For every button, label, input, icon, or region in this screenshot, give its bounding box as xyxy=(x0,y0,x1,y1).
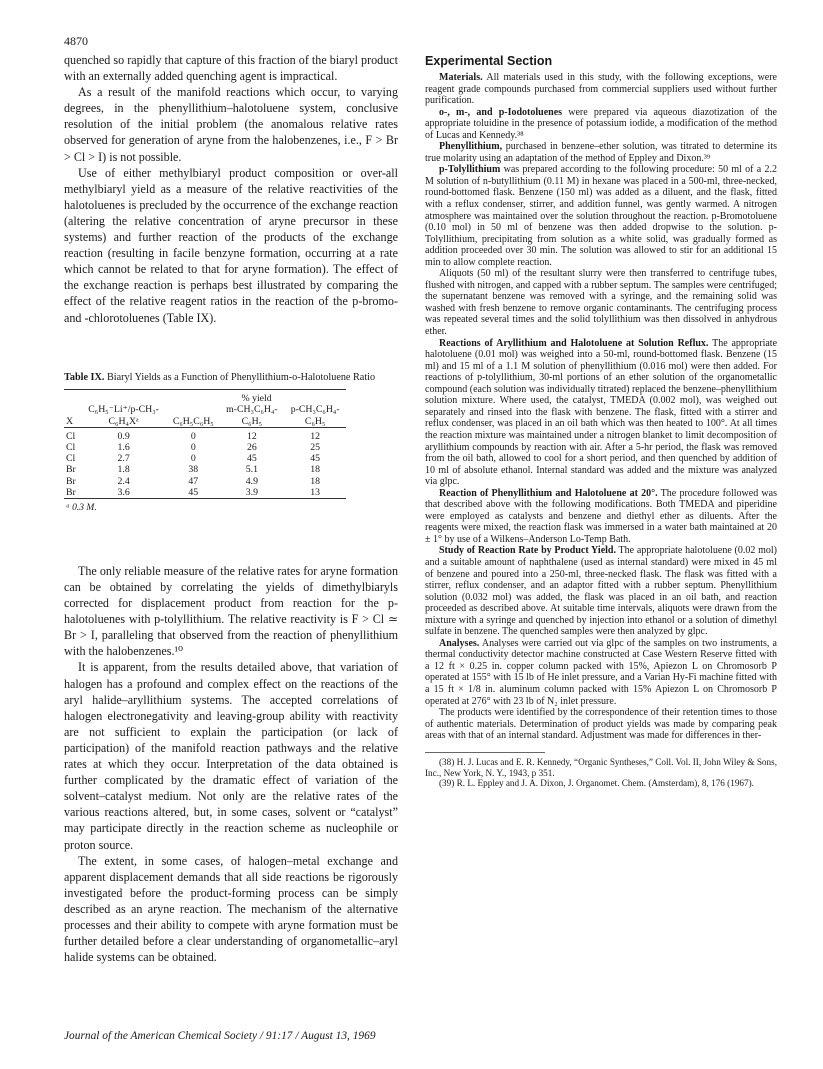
paragraph-text: were prepared via aqueous diazotization of the appropriate toluidine in the presence of potassium iodide, a modification of the method of Lucas and Kennedy.³⁸ xyxy=(425,106,777,141)
paragraph-lead: Study of Reaction Rate by Product Yield. xyxy=(439,545,616,557)
table-cell: Cl xyxy=(66,441,76,453)
paragraph xyxy=(425,545,777,637)
paragraph xyxy=(425,164,777,268)
col-header: C₆H₅ xyxy=(284,416,346,428)
table-cell: 12 xyxy=(310,430,321,442)
paragraph-lead: Reaction of Phenyllithium and Halotoluene at 20°. xyxy=(439,487,658,499)
table-cell: 3.9 xyxy=(219,487,284,499)
table-ix xyxy=(64,372,398,513)
journal-footer: Journal of the American Chemical Society / 91:17 / August 13, 1969 xyxy=(64,1030,376,1042)
table-cell: 18 xyxy=(310,464,321,476)
table-row xyxy=(64,487,346,499)
col-header: m-CH₃C₆H₄- xyxy=(226,404,278,416)
table-cell: 12 xyxy=(246,430,257,442)
table-cell: 25 xyxy=(310,441,321,453)
paragraph: The extent, in some cases, of halogen–metal exchange and apparent displacement demands that all side reactions be rigorously investigated before the product-forming process can be simply described as an aryne reaction. The mechanism of the alternative processes and their ability to compete with aryne formation must be further detailed before a clear understanding of organometallic–aryl halide systems can be obtained. xyxy=(64,853,398,965)
col-header: C₆H₅⁻Li⁺/p-CH₃- xyxy=(88,404,159,416)
col-header: X xyxy=(64,416,80,428)
col-header xyxy=(64,404,80,415)
reference: (38) H. J. Lucas and E. R. Kennedy, “Organic Syntheses,” Coll. Vol. II, John Wiley & Sons, Inc., New York, N. Y., 1943, p 351. xyxy=(425,756,777,778)
left-column xyxy=(64,52,398,965)
table-caption-text: Biaryl Yields as a Function of Phenyllithium-o-Halotoluene Ratio xyxy=(106,371,376,383)
paragraph-lead: p-Tolyllithium xyxy=(439,164,501,176)
paragraph xyxy=(425,72,777,107)
table-caption-label: Table IX. xyxy=(64,371,105,383)
paragraph xyxy=(425,141,777,164)
paragraph-text: The appropriate halotoluene (0.02 mol) and a suitable amount of naphthalene (used as internal standard) were mixed in 45 ml of benzene and poured into a 250-ml, three-necked flask. The flask was fitted with a stirrer, reflux condenser, and an adaptor fitted with a rubber septum. Phenyllithium solution (0.032 mol) was added, the flask was placed in an oil bath, and reaction proceeded as described above. At suitable time intervals, aliquots were drawn from the mixture with a syringe and quenched by injection into ethanol or a solution of dimethyl sulfate in benzene. The quenched samples were then analyzed by glpc. xyxy=(425,545,777,638)
paragraph-lead: o-, m-, and p-Iodotoluenes xyxy=(439,106,563,118)
table-cell: 45 xyxy=(246,453,257,465)
table-cell: Br xyxy=(66,475,76,487)
table-cell: 3.6 xyxy=(80,487,167,499)
paragraph-text: The products were identified by the correspondence of their retention times to those of authentic materials. Determination of product yields was made by comparing peak areas with that of an internal standard. Adjustment was made for differences in ther- xyxy=(425,707,777,742)
paragraph-text: purchased in benzene–ether solution, was titrated to determine its true molarity using an adaptation of the method of Eppley and Dixon.³⁹ xyxy=(425,141,777,164)
table-cell: 38 xyxy=(188,464,199,476)
table-cell: 18 xyxy=(310,475,321,487)
paragraph-text: Analyses were carried out via glpc of the samples on two instruments, a thermal conductivity detector machine constructed at Case Western Reserve fitted with a 12 ft × 0.25 in. copper column packed with 15%, Apiezon L on Chromosorb P operated at 155° with 15 lb of He inlet pressure, and a Varian Hy-Fi machine fitted with a 15 ft × 1/8 in. aluminum column packed with 15% Apiezon L on Chromosorb P operated at 276° with 23 lb of N₂ inlet pressure. xyxy=(425,637,777,707)
paragraph: The only reliable measure of the relative rates for aryne formation can be obtained by correlating the yields of dimethylbiaryls corrected for displacement product from reaction for the p-halotoluenes with p-tolyllithium. The relative reactivity is F > Cl ≃ Br > I, paralleling that observed from the reaction of phenyllithium with the halobenzenes.¹⁰ xyxy=(64,563,398,659)
table-cell: Cl xyxy=(66,430,76,442)
table-cell: Br xyxy=(64,487,80,499)
table-cell: 2.4 xyxy=(117,475,130,487)
table-cell: 13 xyxy=(284,487,346,499)
paragraph xyxy=(425,638,777,707)
col-header: C₆H₄Xᵃ xyxy=(80,416,167,428)
paragraph: As a result of the manifold reactions which occur, to varying degrees, in the phenyllithium–halotoluene system, conclusive resolution of the initial problem (the anomalous relative rates observed for generation of aryne from the halobenzenes, i.e., F > Br > Cl > I) is not possible. xyxy=(64,85,398,164)
paragraph-text: All materials used in this study, with the following exceptions, were reagent grade compounds purchased from commercial suppliers used without further purification. xyxy=(425,72,777,107)
paragraph xyxy=(425,338,777,488)
table-cell: 5.1 xyxy=(245,464,258,476)
paragraph xyxy=(425,707,777,742)
table-caption xyxy=(64,372,398,384)
paragraph-lead: Phenyllithium, xyxy=(439,141,503,153)
table-row xyxy=(64,476,346,487)
col-header: C₆H₅C₆H₅ xyxy=(167,416,219,428)
paragraph-text: Aliquots (50 ml) of the resultant slurry were then transferred to centrifuge tubes, flushed with nitrogen, and capped with a rubber septum. The samples were centrifuged; the supernatant benzene was removed with a syringe, and the remaining solid was washed with fresh benzene to remove organic contaminants. The centrifuging process was repeated several times and the solid tolyllithium was then dissolved in anhydrous ether. xyxy=(425,268,777,338)
table-cell: 45 xyxy=(167,487,219,499)
table-cell: 47 xyxy=(188,475,199,487)
table-footnote: ᵃ 0.3 M. xyxy=(66,502,97,513)
paragraph-text: The procedure followed was that described above with the following modifications. Both TMEDA and piperidine were employed as catalysts and benzene and diethyl ether as diluents. After the reagents were mixed, the reaction flask was immersed in a water bath maintained at 20 ± 1° by use of a Wilkens–Anderson Lo-Temp Bath. xyxy=(425,487,777,545)
page-number: 4870 xyxy=(64,34,88,48)
table-cell: 0 xyxy=(190,430,196,442)
col-header: p-CH₃C₆H₄- xyxy=(290,404,340,416)
data-table xyxy=(64,389,346,499)
table-cell: Br xyxy=(66,464,76,476)
paragraph: Use of either methylbiaryl product composition or over-all methylbiaryl yield as a measure of the relative reactivities of the halotoluenes is precluded by the occurrence of the exchange reaction (altering the relative concentration of aryne precursor in these systems) and further reaction of the products of the exchange reaction (resulting in facile benzyne formation, occurring at a rate which cannot be related to that for aryne formation). The effect of the exchange reaction is perhaps best illustrated by comparing the effect of the relative reagent ratios in the reaction of the p-bromo- and -chlorotoluenes (Table IX). xyxy=(64,165,398,325)
paragraph-lead: Analyses. xyxy=(439,637,480,649)
table-cell: 1.8 xyxy=(117,464,130,476)
table-cell: 2.7 xyxy=(117,453,130,465)
paragraph: It is apparent, from the results detailed above, that variation of halogen has a profound and complex effect on the reactions of the aryl halide–aryllithium systems. The accepted correlations of halogen electronegativity and leaving-group ability with reactivity are not sufficient to explain the participation (or lack of participation) of the manifold reaction pathways and the relative rates at which they occur. Interpretation of the data obtained is further complicated by the dramatic effect of variation of the solvent–catalyst medium. Not only are the relative rates of the various reactions altered, but, in some cases, solvent or “catalyst” may participate directly in the reaction scheme as nucleophile or proton source. xyxy=(64,660,398,852)
table-row xyxy=(64,453,346,464)
col-header: C₆H₅ xyxy=(219,416,284,428)
section-title: Experimental Section xyxy=(425,54,553,68)
table-cell: 0.9 xyxy=(117,430,130,442)
paragraph-lead: Reactions of Aryllithium and Halotoluene at Solution Reflux. xyxy=(439,337,709,349)
table-cell: 4.9 xyxy=(245,475,258,487)
paragraph: quenched so rapidly that capture of this fraction of the biaryl product with an externally added quenching agent is impractical. xyxy=(64,53,398,84)
paragraph-lead: Materials. xyxy=(439,72,483,83)
table-row xyxy=(64,442,346,453)
col-header xyxy=(167,404,219,415)
table-cell: 45 xyxy=(310,453,321,465)
right-column xyxy=(425,52,777,789)
paragraph-text: was prepared according to the following procedure: 50 ml of a 2.2 M solution of n-butyllithium (0.11 M) in hexane was placed in a 500-ml, three-necked, round-bottomed flask. Benzene (150 ml) was added as a diluent, and the flask, fitted with a reflux condenser, stirrer, and addition funnel, was gently warmed. A nitrogen atmosphere was maintained over the solution throughout the reaction. p-Bromotoluene (0.10 mol) in 50 ml of benzene was then added dropwise to the solution. p-Tolyllithium, precipitating from solution as a white solid, was gradually formed as addition proceeded over 30 min. The solution was allowed to stir for an additional 15 min to allow complete reaction. xyxy=(425,164,777,268)
paragraph xyxy=(425,268,777,337)
table-cell: 26 xyxy=(246,441,257,453)
table-cell: Cl xyxy=(66,453,76,465)
paragraph xyxy=(425,488,777,546)
table-cell: 0 xyxy=(190,453,196,465)
paragraph-text: The appropriate halotoluene (0.01 mol) was weighed into a 50-ml, round-bottomed flask. Benzene (15 ml) and 15 ml of a 1.1 M solution of phenyllithium (0.016 mol) were then added. For reactions of p-tolyllithium, 30-ml portions of an ether solution of the organometallic compound (each solution was individually titrated) replaced the benzene–phenyllithium solution mixture. Where used, the catalyst, TMEDA (0.002 mol), was weighed out separately and rinsed into the flask with benzene. The flask, fitted with a stirrer and reflux condenser, was placed in an oil bath which was then heated to 100°. At all times the reaction mixture was maintained under a nitrogen blanket to limit decomposition of aryllithium compounds by reaction with air. After a 5-hr period, the flask was removed from the oil bath, allowed to cool for a short period, and then quenched by addition of 10 ml of absolute ethanol. Internal standard was added and the mixture was analyzed via glpc. xyxy=(425,337,778,488)
reference: (39) R. L. Eppley and J. A. Dixon, J. Organomet. Chem. (Amsterdam), 8, 176 (1967). xyxy=(439,778,754,789)
table-row xyxy=(64,427,346,442)
table-cell: 1.6 xyxy=(117,441,130,453)
group-header: % yield xyxy=(241,393,272,405)
paragraph xyxy=(425,107,777,142)
table-row xyxy=(64,464,346,475)
table-cell: 0 xyxy=(190,441,196,453)
